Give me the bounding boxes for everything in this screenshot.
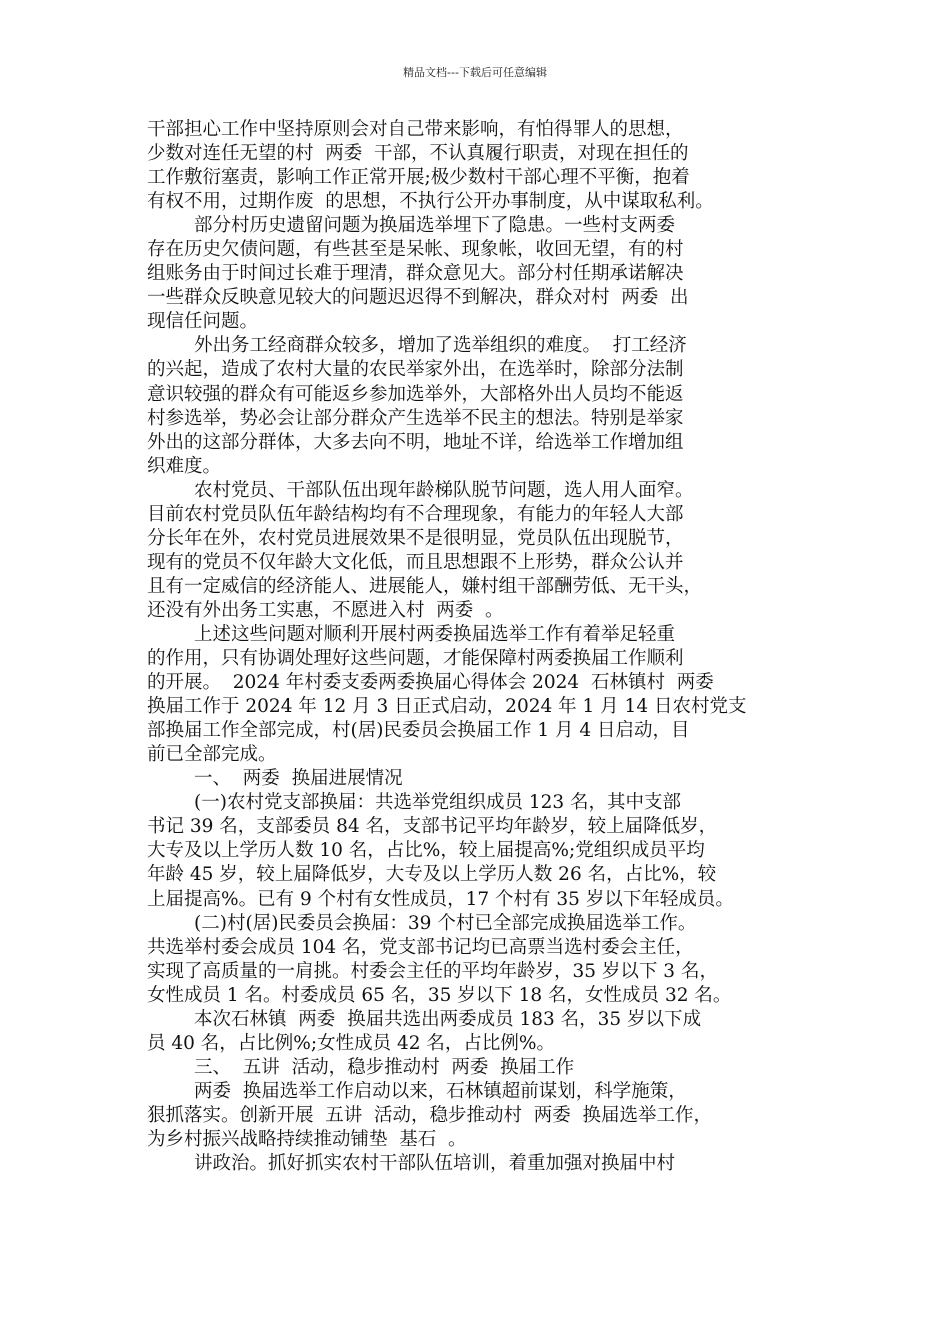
text-line: 三、 五讲 活动，稳步推动村 两委 换届工作 — [147, 1056, 575, 1078]
text-line: 存在历史欠债问题，有些甚至是呆帐、现象帐，收回无望，有的村 — [147, 239, 684, 261]
text-line: 两委 换届选举工作启动以来，石林镇超前谋划，科学施策， — [147, 1080, 687, 1102]
text-line: 的开展。 2024 年村委支委两委换届心得体会 2024 石林镇村 两委 — [147, 672, 714, 694]
text-line: 农村党员、干部队伍出现年龄梯队脱节问题，选人用人面窄。 — [147, 479, 694, 501]
text-line: 部换届工作全部完成，村(居)民委员会换届工作 1 月 4 日启动，目 — [147, 720, 690, 742]
text-line: 换届工作于 2024 年 12 月 3 日正式启动，2024 年 1 月 14 日农村党支 — [147, 696, 747, 718]
text-line: 女性成员 1 名。村委成员 65 名，35 岁以下 18 名，女性成员 32 名。 — [147, 984, 732, 1006]
text-line: 少数对连任无望的村 两委 干部，不认真履行职责，对现在担任的 — [147, 143, 689, 165]
document-body — [147, 118, 817, 1176]
text-line: 上届提高%。已有 9 个村有女性成员，17 个村有 35 岁以下年轻成员。 — [147, 888, 734, 910]
text-line: 村参选举，势必会让部分群众产生选举不民主的想法。特别是举家 — [147, 407, 684, 429]
text-line: 织难度。 — [147, 455, 222, 477]
text-line: 工作敷衍塞责，影响工作正常开展;极少数村干部心理不平衡，抱着 — [147, 167, 690, 189]
text-line: 的兴起，造成了农村大量的农民举家外出，在选举时，除部分法制 — [147, 359, 684, 381]
text-line: 一、 两委 换届进展情况 — [147, 768, 403, 790]
text-line: 本次石林镇 两委 换届共选出两委成员 183 名，35 岁以下成 — [147, 1008, 702, 1030]
text-line: 为乡村振兴战略持续推动铺垫 基石 。 — [147, 1128, 467, 1150]
text-line: 的作用，只有协调处理好这些问题，才能保障村两委换届工作顺利 — [147, 648, 684, 670]
text-line: 干部担心工作中坚持原则会对自己带来影响，有怕得罪人的思想， — [147, 119, 684, 140]
text-line: 共选举村委会成员 104 名，党支部书记均已高票当选村委会主任， — [147, 936, 694, 958]
text-line: 意识较强的群众有可能返乡参加选举外，大部格外出人员均不能返 — [147, 383, 684, 405]
text-line: 有权不用，过期作废 的思想，不执行公开办事制度，从中谋取私利。 — [147, 191, 714, 213]
text-line: 上述这些问题对顺利开展村两委换届选举工作有着举足轻重 — [147, 623, 676, 645]
text-line: 组账务由于时间过长难于理清，群众意见大。部分村任期承诺解决 — [147, 263, 684, 285]
text-line: 大专及以上学历人数 10 名，占比%，较上届提高%;党组织成员平均 — [147, 840, 705, 862]
text-line: 外出的这部分群体，大多去向不明，地址不详，给选举工作增加组 — [147, 431, 684, 453]
text-line: 且有一定威信的经济能人、进展能人，嫌村组干部酬劳低、无干头， — [147, 575, 703, 597]
text-line: (二)村(居)民委员会换届：39 个村已全部完成换届选举工作。 — [147, 912, 697, 934]
text-line: 一些群众反映意见较大的问题迟迟得不到解决，群众对村 两委 出 — [147, 287, 689, 309]
text-line: 实现了高质量的一肩挑。村委会主任的平均年龄岁，35 岁以下 3 名， — [147, 960, 718, 982]
text-line: 部分村历史遗留问题为换届选举埋下了隐患。一些村支两委 — [147, 215, 676, 237]
text-line: 狠抓落实。创新开展 五讲 活动，稳步推动村 两委 换届选举工作， — [147, 1104, 713, 1126]
text-line: 员 40 名，占比例%;女性成员 42 名，占比例%。 — [147, 1032, 555, 1054]
text-line: 目前农村党员队伍年龄结构均有不合理现象，有能力的年轻人大部 — [147, 503, 684, 525]
page-header: 精品文档---下载后可任意编辑 — [403, 66, 547, 79]
text-line: 前已全部完成。 — [147, 744, 277, 766]
text-line: 分长年在外，农村党员进展效果不是很明显，党员队伍出现脱节， — [147, 527, 684, 549]
text-line: 现信任问题。 — [147, 311, 259, 333]
text-line: 年龄 45 岁，较上届降低岁，大专及以上学历人数 26 名，占比%，较 — [147, 864, 717, 886]
text-line: (一)农村党支部换届：共选举党组织成员 123 名，其中支部 — [147, 792, 682, 814]
text-line: 书记 39 名，支部委员 84 名，支部书记平均年龄岁，较上届降低岁， — [147, 816, 718, 838]
text-line: 还没有外出务工实惠，不愿进入村 两委 。 — [147, 599, 504, 621]
text-line: 现有的党员不仅年龄大文化低，而且思想跟不上形势，群众公认并 — [147, 551, 684, 573]
text-line: 讲政治。抓好抓实农村干部队伍培训，着重加强对换届中村 — [147, 1153, 676, 1175]
text-line: 外出务工经商群众较多，增加了选举组织的难度。 打工经济 — [147, 335, 687, 357]
